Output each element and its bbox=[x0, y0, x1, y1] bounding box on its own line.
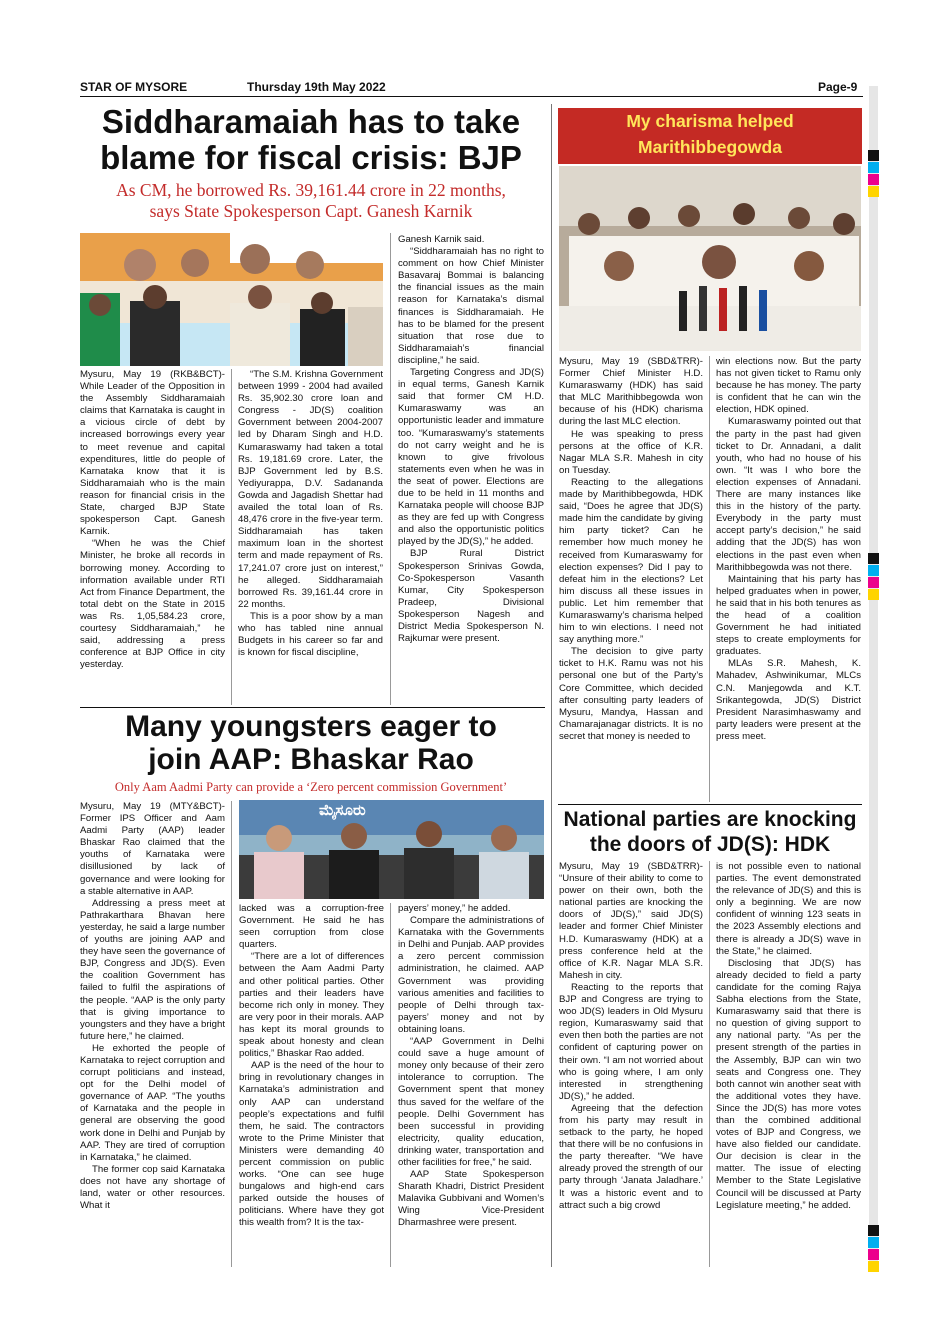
article1-paragraph: Mysuru, May 19 (RKB&BCT)- While Leader of the Opposition in the Assembly Siddharamaiah claims that Karnataka is caught in a vicious circle of debt by increased borrowings every year to meet revenue and capital expenditures, little do people of Karnataka know that it is Siddharamaiah who is the main reason for financial crisis in the State, charged BJP State spokesperson Capt. Ganesh Karnik. bbox=[80, 369, 225, 538]
column-divider bbox=[709, 356, 710, 802]
column-divider bbox=[231, 801, 232, 1267]
article1-paragraph: This is a poor show by a man who has tabled nine annual Budgets in his career so far and is known for fiscal discipline, bbox=[238, 610, 383, 659]
article1-paragraph: “Siddharamaiah has no right to comment on how Chief Minister Basavaraj Bommai is balancing the financial issues as the main reason for Karnataka’s dismal finances is Siddharamaiah. He has to be blamed for the present situation that rose due to Siddharamaiah’s financial discipline,” he said. bbox=[398, 246, 544, 366]
article2-paragraph: lacked was a corruption-free Government. He said he has seen corruption from close quarters. bbox=[239, 903, 384, 951]
page-number: Page-9 bbox=[818, 80, 858, 94]
article1-sub-line1: As CM, he borrowed Rs. 39,161.44 crore in 22 months, bbox=[116, 180, 506, 200]
article4-headline bbox=[556, 807, 864, 857]
section-divider bbox=[551, 104, 552, 1267]
article3-headline-banner bbox=[558, 108, 862, 164]
article4-column2 bbox=[716, 861, 861, 1212]
article3-headline-line1: My charisma helped Marithibbegowda bbox=[626, 111, 794, 157]
article2-column1 bbox=[80, 801, 225, 1212]
article2-paragraph: Addressing a press meet at Pathrakarthara Bhavan here yesterday, he said a large number of youths are joining AAP and they have seen the governance of BJP, Congress and JD(S). Even the coalition Government has failed to fulfil the aspirations of the people. “AAP is the only party that is giving importance to youngsters and they have a bright future here,” he claimed. bbox=[80, 897, 225, 1042]
article1-subheadline bbox=[78, 180, 544, 222]
article2-paragraph: “AAP Government in Delhi could save a huge amount of money only because of their zero intolerance to corruption. The Government spent that money thus saved for the welfare of the people. Delhi Government has been successful in providing electricity, quality education, drinking water, transportation and other facilities for free,” he said. bbox=[398, 1036, 544, 1168]
article1-paragraph: “When he was the Chief Minister, he broke all records in borrowing money. According to information available under RTI Act from Finance Department, the total debt on the State in 2015 was Rs. 1,05,584.23 crore, courtesy Siddharamaiah,” he said, addressing a press conference at BJP Office in city yesterday. bbox=[80, 538, 225, 671]
article2-subheadline: Only Aam Aadmi Party can provide a ‘Zero percent commission Government’ bbox=[114, 780, 508, 794]
article2-paragraph: “There are a lot of differences between the Aam Aadmi Party and other political parties. Other parties and their leaders have become rich only in money. They are very poor in their morals. AAP has kept its moral grounds to speak about honesty and clean politics,” Bhaskar Rao added. bbox=[239, 951, 384, 1060]
article3-paragraph: He was speaking to press persons at the office of K.R. Nagar MLA S.R. Mahesh in city on Tuesday. bbox=[559, 428, 703, 476]
bjp-press-conference-photo bbox=[80, 233, 383, 366]
article1-paragraph: “The S.M. Krishna Government between 1999 - 2004 had availed Rs. 35,902.30 crore loan and Congress - JD(S) coalition Government between 2004-2007 led by Dharam Singh and H.D. Kumaraswamy had taken a total Rs. 19,181.69 crore. Later, the BJP Government led by B.S. Yediyurappa, D.V. Sadananda Gowda and Jagadish Shettar had availed the total loan of Rs. 48,476 crore in the five-year term. Siddharamaiah has taken maximum loan in the shortest term and made repayment of Rs. 17,241.07 crore just on interest,” he alleged. Siddharamaiah borrowed Rs. 39,161.44 crore in 22 months. bbox=[238, 369, 383, 610]
article2-paragraph: payers’ money,” he added. bbox=[398, 903, 511, 914]
issue-date: Thursday 19th May 2022 bbox=[247, 80, 386, 94]
header-rule bbox=[80, 96, 863, 97]
article3-paragraph: The decision to give party ticket to H.K. Ramu was not his personal one but of the Party’s Core Committee, which decided after consulting party leaders of Mysuru, Mandya, Hassan and Chamarajanagar districts. It is no secret that money is needed to bbox=[559, 646, 703, 742]
article2-headline-line2: join AAP: Bhaskar Rao bbox=[148, 743, 474, 776]
article2-column2 bbox=[239, 903, 384, 1230]
article1-headline-line2: blame for fiscal crisis: BJP bbox=[100, 139, 522, 177]
article4-paragraph: Reacting to the reports that BJP and Congress are trying to woo JD(S) leaders in Old Mysuru region, Kumaraswamy said that even then both the parties are not confident of capturing power on their own. “I am not worried about who is going where, I am only interested in strengthening JD(S),” he added. bbox=[559, 981, 703, 1102]
article4-headline-line2: the doors of JD(S): HDK bbox=[589, 833, 831, 856]
article1-paragraph: Ganesh Karnik said. bbox=[398, 234, 485, 245]
article3-paragraph: Mysuru, May 19 (SBD&TRR)- Former Chief Minister H.D. Kumaraswamy (HDK) has said that MLC Marithibbegowda won because of his (HDK) charisma during the last MLC election. bbox=[559, 356, 703, 428]
article1-headline-line1: Siddharamaiah has to take bbox=[101, 103, 521, 140]
article1-sub-line2: says State Spokesperson Capt. Ganesh Karnik bbox=[149, 201, 473, 221]
article2-paragraph: AAP is the need of the hour to bring in revolutionary changes in Karnataka’s administration and only AAP can understand people’s expectations and fulfil them, he said. The contractors wrote to the Prime Minister that Ministers were demanding 40 percent commission on public works. “One can see huge bungalows and high-end cars parked outside the houses of politicians. Where have they got this wealth from? It is the tax- bbox=[239, 1060, 384, 1229]
article3-paragraph: Reacting to the allegations made by Marithibbegowda, HDK said, “Does he agree that JD(S) made him the candidate by giving him party ticket? Can he remember how much money he received from Kumaraswamy for election expenses? Did I pay to defeat him in the elections? Let him discuss all these issues in public. Let him remember that Kumaraswamy’s charisma helped him to win elections. I need not say anything more.” bbox=[559, 476, 703, 646]
article4-paragraph: is not possible even to national parties. The event demonstrated the relevance of JD(S) and this is only a beginning. We are now confident of winning 123 seats in the 2023 Assembly elections and there is already a JD(S) wave in the State,” he claimed. bbox=[716, 861, 861, 957]
article4-paragraph: Disclosing that JD(S) has already decided to field a party candidate for the coming Rajya Sabha elections from the State, Kumaraswamy said that there is no question of giving support to any national party. “As per the present strength of the parties in the Assembly, BJP can win two seats and Congress one. They both cannot win another seat with the additional votes they have. Since the JD(S) has more votes than the combined additional votes of BJP and Congress, we have also fielded our candidate. Our decision is clear in the matter. The issue of electing Member to the State Legislative Council will be discussed at Party Legislature meeting,” he added. bbox=[716, 957, 861, 1211]
article3-paragraph: win elections now. But the party has not given ticket to Ramu only because he has money. The party is confident that he can win the election, HDK opined. bbox=[716, 356, 861, 416]
aap-press-meet-photo bbox=[239, 800, 544, 899]
article2-paragraph: Compare the administrations of Karnataka with the Governments in Delhi and Punjab. AAP provides a zero percent commission administration, he claimed. AAP Government was providing various amenities and facilities to people of Delhi through tax-payers’ money and not by obtaining loans. bbox=[398, 915, 544, 1035]
column-divider bbox=[390, 903, 391, 1267]
article4-column1 bbox=[559, 861, 703, 1212]
article4-paragraph: Mysuru, May 19 (SBD&TRR)- “Unsure of their ability to come to power on their own, both the national parties are knocking the doors of JD(S),” said JD(S) leader and former Chief Minister H.D. Kumaraswamy (HDK) at a press conference held at the office of K.R. Nagar MLA S.R. Mahesh in city. bbox=[559, 861, 703, 981]
article2-paragraph: Mysuru, May 19 (MTY&BCT)- Former IPS Officer and Aam Aadmi Party (AAP) leader Bhaskar Rao claimed that the youths of Karnataka were disillusioned by lack of governance and were looking for a stable alternative in AAP. bbox=[80, 801, 225, 897]
article3-column2 bbox=[716, 356, 861, 743]
aap-photo-sign: ಮೈಸೂರು bbox=[319, 802, 366, 819]
article2-paragraph: The former cop said Karnataka does not have any shortage of land, water or other resources. What it bbox=[80, 1163, 225, 1212]
column-divider bbox=[231, 369, 232, 705]
article4-headline-line1: National parties are knocking bbox=[563, 808, 857, 831]
article1-column3 bbox=[398, 234, 544, 645]
article-separator bbox=[558, 804, 862, 805]
article2-column3 bbox=[398, 903, 544, 1230]
margin-strip bbox=[869, 86, 878, 1266]
column-divider bbox=[709, 861, 710, 1267]
article1-paragraph: Targeting Congress and JD(S) in equal terms, Ganesh Karnik said that former CM H.D. Kumaraswamy was an opportunistic leader and immature too. “Kumaraswamy’s statements do not carry weight and he is known to give frivolous statements even when he was in the seat of power. Elections are due to be held in 11 months and Karnataka people will choose BJP as they are fed up with Congress and also the opportunistic politics played by the JD(S),” he added. bbox=[398, 367, 544, 548]
article4-paragraph: Agreeing that the defection from his party may result in setback to the party, he hoped that there will be no confusions in the party thereafter. “We have already proved the strength of our party through ‘Janata Jaladhare.’ It was a historic event and to attract such a big crowd bbox=[559, 1102, 703, 1211]
article3-paragraph: Maintaining that his party has helped graduates when in power, he said that in his both tenures as the head of a coalition Government he had initiated steps to create employments for graduates. bbox=[716, 573, 861, 658]
article2-headline bbox=[78, 710, 544, 776]
kumaraswamy-press-photo bbox=[559, 166, 861, 351]
article1-paragraph: BJP Rural District Spokesperson Srinivas Gowda, Co-Spokesperson Vasanth Kumar, City Spokesperson Pradeep, Divisional Spokesperson Nagesh and District Media Spokesperson N. Rajkumar were present. bbox=[398, 548, 544, 645]
article3-column1 bbox=[559, 356, 703, 743]
article2-headline-line1: Many youngsters eager to bbox=[125, 710, 497, 743]
article2-paragraph: AAP State Spokesperson Sharath Khadri, District President Malavika Gubbivani and Women’s Wing Vice-President Dharmashree were present. bbox=[398, 1169, 544, 1229]
article2-paragraph: He exhorted the people of Karnataka to reject corruption and corrupt politicians and instead, opt for the Delhi model of governance of AAP. “The youths of Karnataka and the people in general are observing the good work done in Delhi and Punjab by AAP. They are tired of corruption in Karnataka,” he claimed. bbox=[80, 1042, 225, 1163]
article3-paragraph: MLAs S.R. Mahesh, K. Mahadev, Ashwinikumar, MLCs C.N. Manjegowda and K.T. Srikantegowda, JD(S) District President Narasimhaswamy and party leaders were present at the press meet. bbox=[716, 658, 861, 742]
article1-column1 bbox=[80, 369, 225, 671]
article3-paragraph: Kumaraswamy pointed out that the party in the past had given ticket to Dr. Annadani, a dalit youth, who had no house of his own. “It was I who bore the election expenses of Annadani. There are many instances like this in the history of the party. Everybody in the party must accept party’s decision,” he said adding that the JD(S) has won elections in the past even when Marithibbegowda was not there. bbox=[716, 416, 861, 573]
column-divider bbox=[390, 233, 391, 705]
article-separator bbox=[80, 707, 545, 708]
article1-column2 bbox=[238, 369, 383, 659]
article1-headline bbox=[78, 104, 544, 177]
publication-name: STAR OF MYSORE bbox=[80, 80, 188, 94]
aap-photo-scene bbox=[239, 800, 544, 899]
